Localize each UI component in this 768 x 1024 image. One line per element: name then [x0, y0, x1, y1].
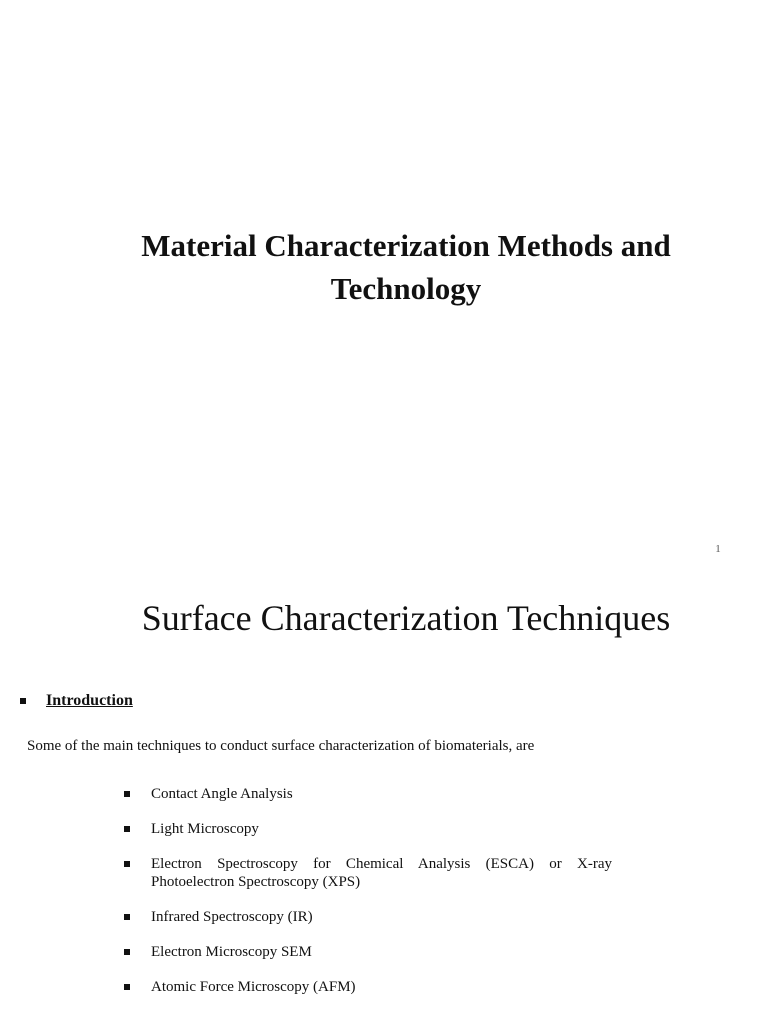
square-bullet-icon — [124, 914, 130, 920]
square-bullet-icon — [124, 949, 130, 955]
intro-heading-row — [20, 692, 133, 710]
list-item — [122, 978, 612, 996]
lead-paragraph: Some of the main techniques to conduct surface characterization of biomaterials, are — [27, 738, 535, 754]
square-bullet-icon — [124, 826, 130, 832]
list-item — [122, 855, 612, 891]
page-title — [60, 224, 752, 310]
list-item — [122, 785, 612, 803]
square-bullet-icon — [124, 984, 130, 990]
content-slide — [0, 570, 768, 1024]
list-item — [122, 943, 612, 961]
title-line-1: Material Characterization Methods and — [141, 228, 671, 263]
square-bullet-icon — [124, 861, 130, 867]
list-item-text: Atomic Force Microscopy (AFM) — [151, 979, 356, 995]
page-number: 1 — [715, 543, 721, 555]
technique-list — [122, 785, 612, 1013]
square-bullet-icon — [124, 791, 130, 797]
list-item — [122, 820, 612, 838]
section-title: Surface Characterization Techniques — [141, 598, 671, 638]
list-item-text: Light Microscopy — [151, 821, 259, 837]
intro-heading: Introduction — [46, 692, 133, 709]
list-item-text: Infrared Spectroscopy (IR) — [151, 909, 313, 925]
list-item-text: Contact Angle Analysis — [151, 786, 293, 802]
title-line-2: Technology — [330, 271, 482, 306]
list-item-text: Electron Spectroscopy for Chemical Analysis (ESCA) or X-ray Photoelectron Spectroscopy (XPS) — [151, 856, 612, 890]
list-item — [122, 908, 612, 926]
list-item-text: Electron Microscopy SEM — [151, 944, 312, 960]
square-bullet-icon — [20, 698, 26, 704]
